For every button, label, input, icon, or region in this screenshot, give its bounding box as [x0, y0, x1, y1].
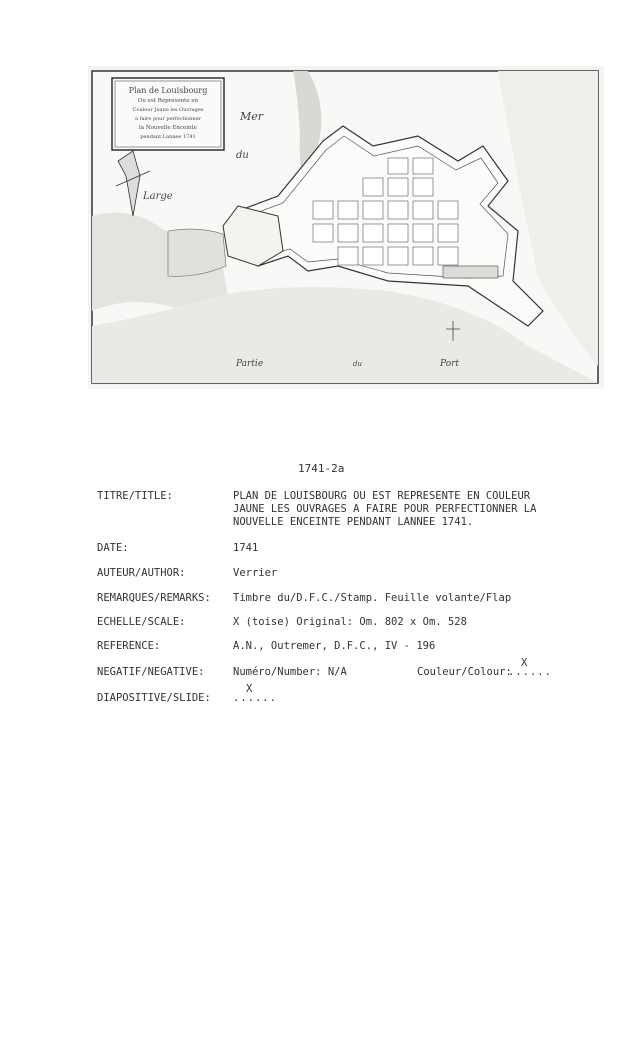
- title-value-line-3: NOUVELLE ENCEINTE PENDANT LANNEE 1741.: [233, 516, 474, 528]
- colour-label: Couleur/Colour:: [417, 666, 512, 678]
- cartouche-line-2: Ou est Represente en: [137, 98, 199, 104]
- map-label-partie: Partie: [236, 359, 264, 369]
- colour-x-mark: X: [521, 657, 528, 669]
- map-label-port: Port: [440, 359, 460, 369]
- cartouche-line-6: pendant Lannee 1741: [140, 134, 196, 140]
- remarks-label: REMARQUES/REMARKS:: [97, 592, 211, 604]
- map-label-du-bottom: du: [353, 360, 362, 368]
- title-label: TITRE/TITLE:: [97, 490, 173, 502]
- map-drawing: [88, 66, 604, 389]
- map-image: [88, 66, 604, 389]
- date-label: DATE:: [97, 542, 129, 554]
- slide-dots: ......: [233, 692, 277, 704]
- reference-label: REFERENCE:: [97, 640, 161, 652]
- colour-dots: ......: [508, 666, 552, 678]
- cartouche-line-3: Couleur Jaune les Ouvrages: [132, 107, 204, 113]
- reference-value: A.N., Outremer, D.F.C., IV - 196: [233, 640, 436, 652]
- author-value: Verrier: [233, 567, 278, 579]
- cartouche-line-1: Plan de Louisbourg: [128, 86, 208, 95]
- map-label-du: du: [236, 150, 249, 161]
- title-value-line-2: JAUNE LES OUVRAGES A FAIRE POUR PERFECTIONNER LA: [233, 503, 537, 515]
- date-value: 1741: [233, 542, 259, 554]
- remarks-value: Timbre du/D.F.C./Stamp. Feuille volante/Flap: [233, 592, 512, 604]
- author-label: AUTEUR/AUTHOR:: [97, 567, 186, 579]
- title-value-line-1: PLAN DE LOUISBOURG OU EST REPRESENTE EN COULEUR: [233, 490, 531, 502]
- scale-value: X (toise) Original: Om. 802 x Om. 528: [233, 616, 467, 628]
- scale-label: ECHELLE/SCALE:: [97, 616, 186, 628]
- negative-value: Numéro/Number: N/A: [233, 666, 347, 678]
- cartouche-line-4: a faire pour perfectionner: [135, 116, 201, 122]
- reference-number: 1741-2a: [298, 462, 345, 475]
- map-label-mer: Mer: [240, 110, 264, 123]
- cartouche-line-5: la Nouvelle Enceinte: [139, 125, 197, 131]
- map-label-large: Large: [143, 191, 173, 202]
- negative-label: NEGATIF/NEGATIVE:: [97, 666, 205, 678]
- slide-x-mark: X: [246, 683, 253, 695]
- slide-label: DIAPOSITIVE/SLIDE:: [97, 692, 211, 704]
